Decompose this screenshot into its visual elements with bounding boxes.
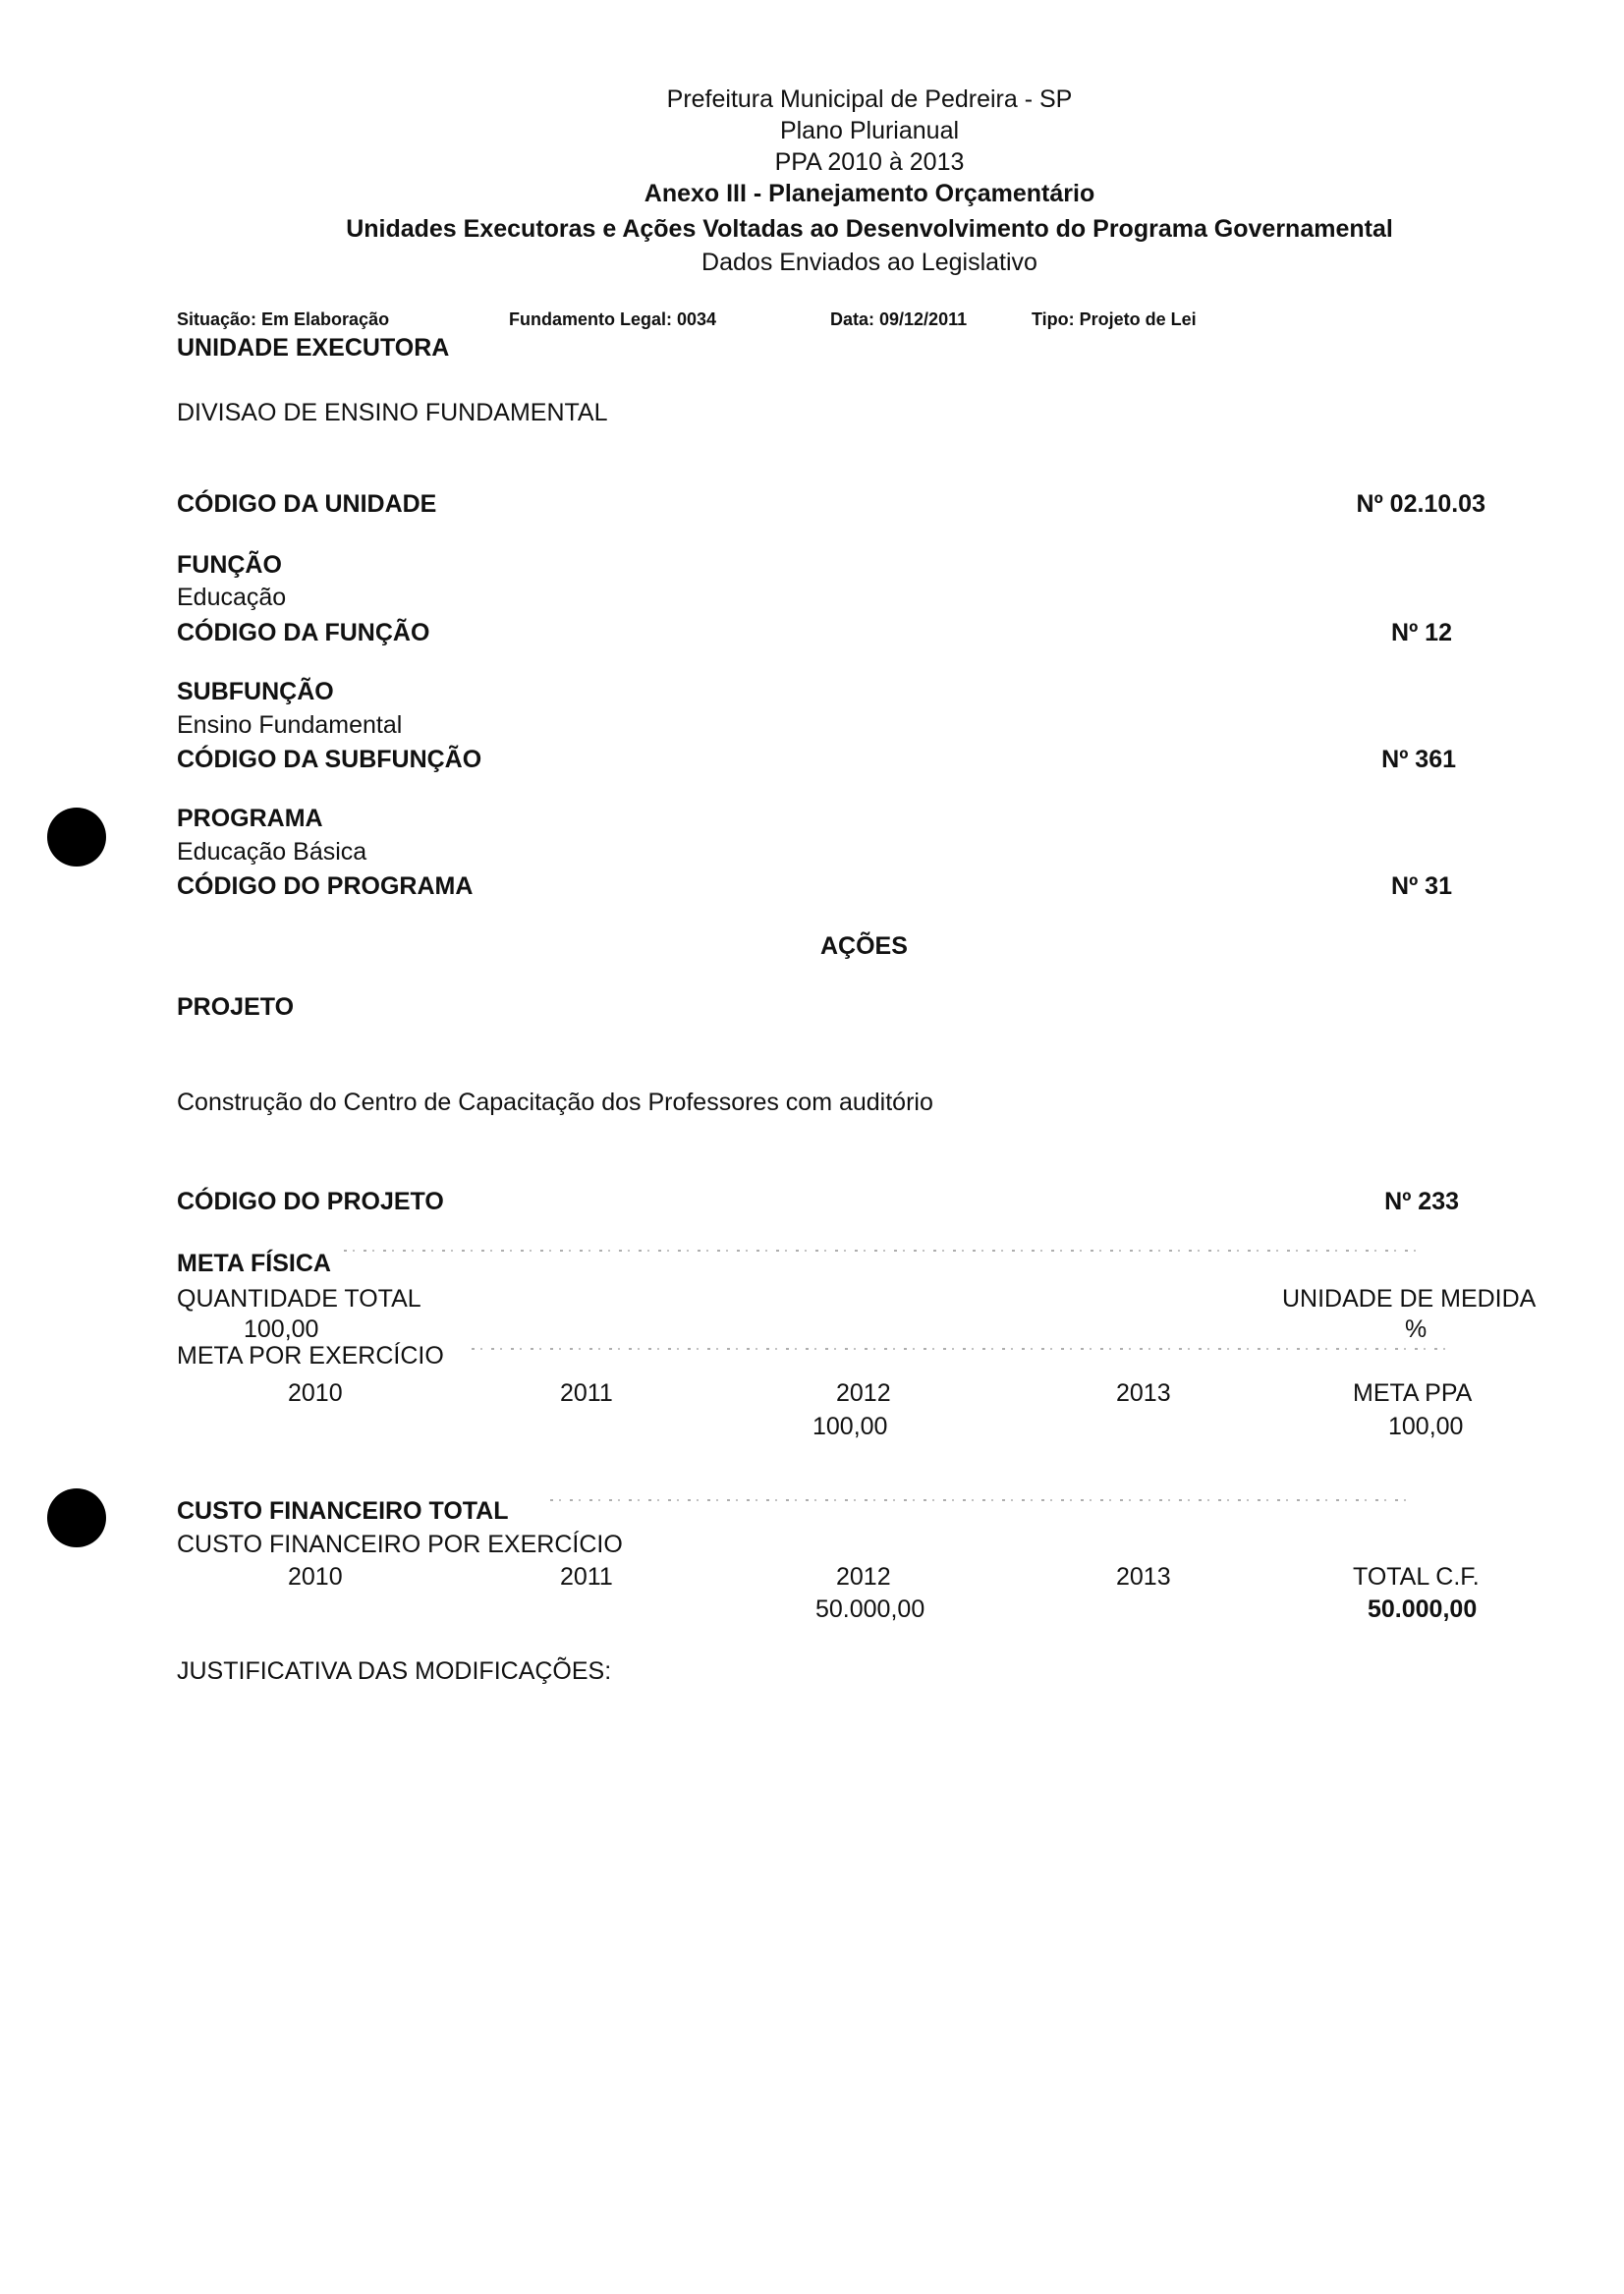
program-name: Educação Básica: [177, 838, 367, 866]
goal-ppa-label: META PPA: [1353, 1379, 1473, 1407]
year-2013: 2013: [1116, 1563, 1171, 1591]
header-line: Plano Plurianual: [779, 117, 960, 144]
year-2011: 2011: [560, 1563, 613, 1591]
function-code: Nº 12: [1391, 619, 1452, 646]
unit-of-measure-label: UNIDADE DE MEDIDA: [1282, 1285, 1537, 1313]
unit-of-measure-value: %: [1405, 1315, 1428, 1343]
header-line: Dados Enviados ao Legislativo: [701, 249, 1037, 276]
subfunction-code: Nº 361: [1381, 746, 1456, 773]
actions-heading: AÇÕES: [820, 932, 908, 960]
scan-noise: [550, 1499, 1415, 1501]
header-line: PPA 2010 à 2013: [774, 148, 965, 176]
scan-noise: [472, 1348, 1454, 1350]
total-cost-value: 50.000,00: [1368, 1595, 1478, 1623]
unit-heading: UNIDADE EXECUTORA: [177, 334, 450, 362]
function-heading: FUNÇÃO: [177, 551, 282, 579]
year-2010: 2010: [288, 1563, 343, 1591]
subfunction-code-label: CÓDIGO DA SUBFUNÇÃO: [177, 746, 482, 773]
total-cost-label: TOTAL C.F.: [1353, 1563, 1480, 1591]
header-title: Anexo III - Planejamento Orçamentário: [644, 180, 1095, 207]
financial-cost-heading: CUSTO FINANCEIRO TOTAL: [177, 1497, 509, 1525]
year-2013: 2013: [1116, 1379, 1171, 1407]
scan-noise: [344, 1250, 1425, 1252]
goal-2012-value: 100,00: [812, 1413, 888, 1440]
punch-hole: [47, 1488, 106, 1547]
status: Situação: Em Elaboração: [177, 309, 390, 329]
total-quantity-label: QUANTIDADE TOTAL: [177, 1285, 421, 1313]
program-code-label: CÓDIGO DO PROGRAMA: [177, 872, 474, 900]
function-name: Educação: [177, 584, 287, 611]
year-2012: 2012: [836, 1563, 891, 1591]
header-line: Prefeitura Municipal de Pedreira - SP: [666, 85, 1073, 113]
program-heading: PROGRAMA: [177, 805, 323, 832]
project-code: Nº 233: [1384, 1188, 1459, 1215]
legal-basis: Fundamento Legal: 0034: [509, 309, 717, 329]
year-2010: 2010: [288, 1379, 343, 1407]
subfunction-name: Ensino Fundamental: [177, 711, 403, 739]
physical-goal-heading: META FÍSICA: [177, 1250, 331, 1277]
total-quantity-value: 100,00: [244, 1315, 319, 1343]
function-code-label: CÓDIGO DA FUNÇÃO: [177, 619, 430, 646]
cost-per-year-label: CUSTO FINANCEIRO POR EXERCÍCIO: [177, 1531, 623, 1558]
goal-ppa-value: 100,00: [1388, 1413, 1464, 1440]
cost-2012-value: 50.000,00: [815, 1595, 925, 1623]
date: Data: 09/12/2011: [830, 309, 968, 329]
project-code-label: CÓDIGO DO PROJETO: [177, 1188, 444, 1215]
subfunction-heading: SUBFUNÇÃO: [177, 678, 334, 705]
type: Tipo: Projeto de Lei: [1032, 309, 1197, 329]
unit-code-label: CÓDIGO DA UNIDADE: [177, 490, 437, 518]
goal-per-year-label: META POR EXERCÍCIO: [177, 1342, 444, 1370]
year-2011: 2011: [560, 1379, 613, 1407]
unit-code: Nº 02.10.03: [1356, 490, 1485, 518]
justification-label: JUSTIFICATIVA DAS MODIFICAÇÕES:: [177, 1657, 612, 1685]
header-subtitle: Unidades Executoras e Ações Voltadas ao Desenvolvimento do Programa Governamental: [346, 215, 1393, 243]
year-2012: 2012: [836, 1379, 891, 1407]
project-name: Construção do Centro de Capacitação dos Professores com auditório: [177, 1089, 933, 1116]
unit-name: DIVISAO DE ENSINO FUNDAMENTAL: [177, 399, 608, 426]
project-heading: PROJETO: [177, 993, 295, 1021]
punch-hole: [47, 808, 106, 867]
program-code: Nº 31: [1391, 872, 1452, 900]
